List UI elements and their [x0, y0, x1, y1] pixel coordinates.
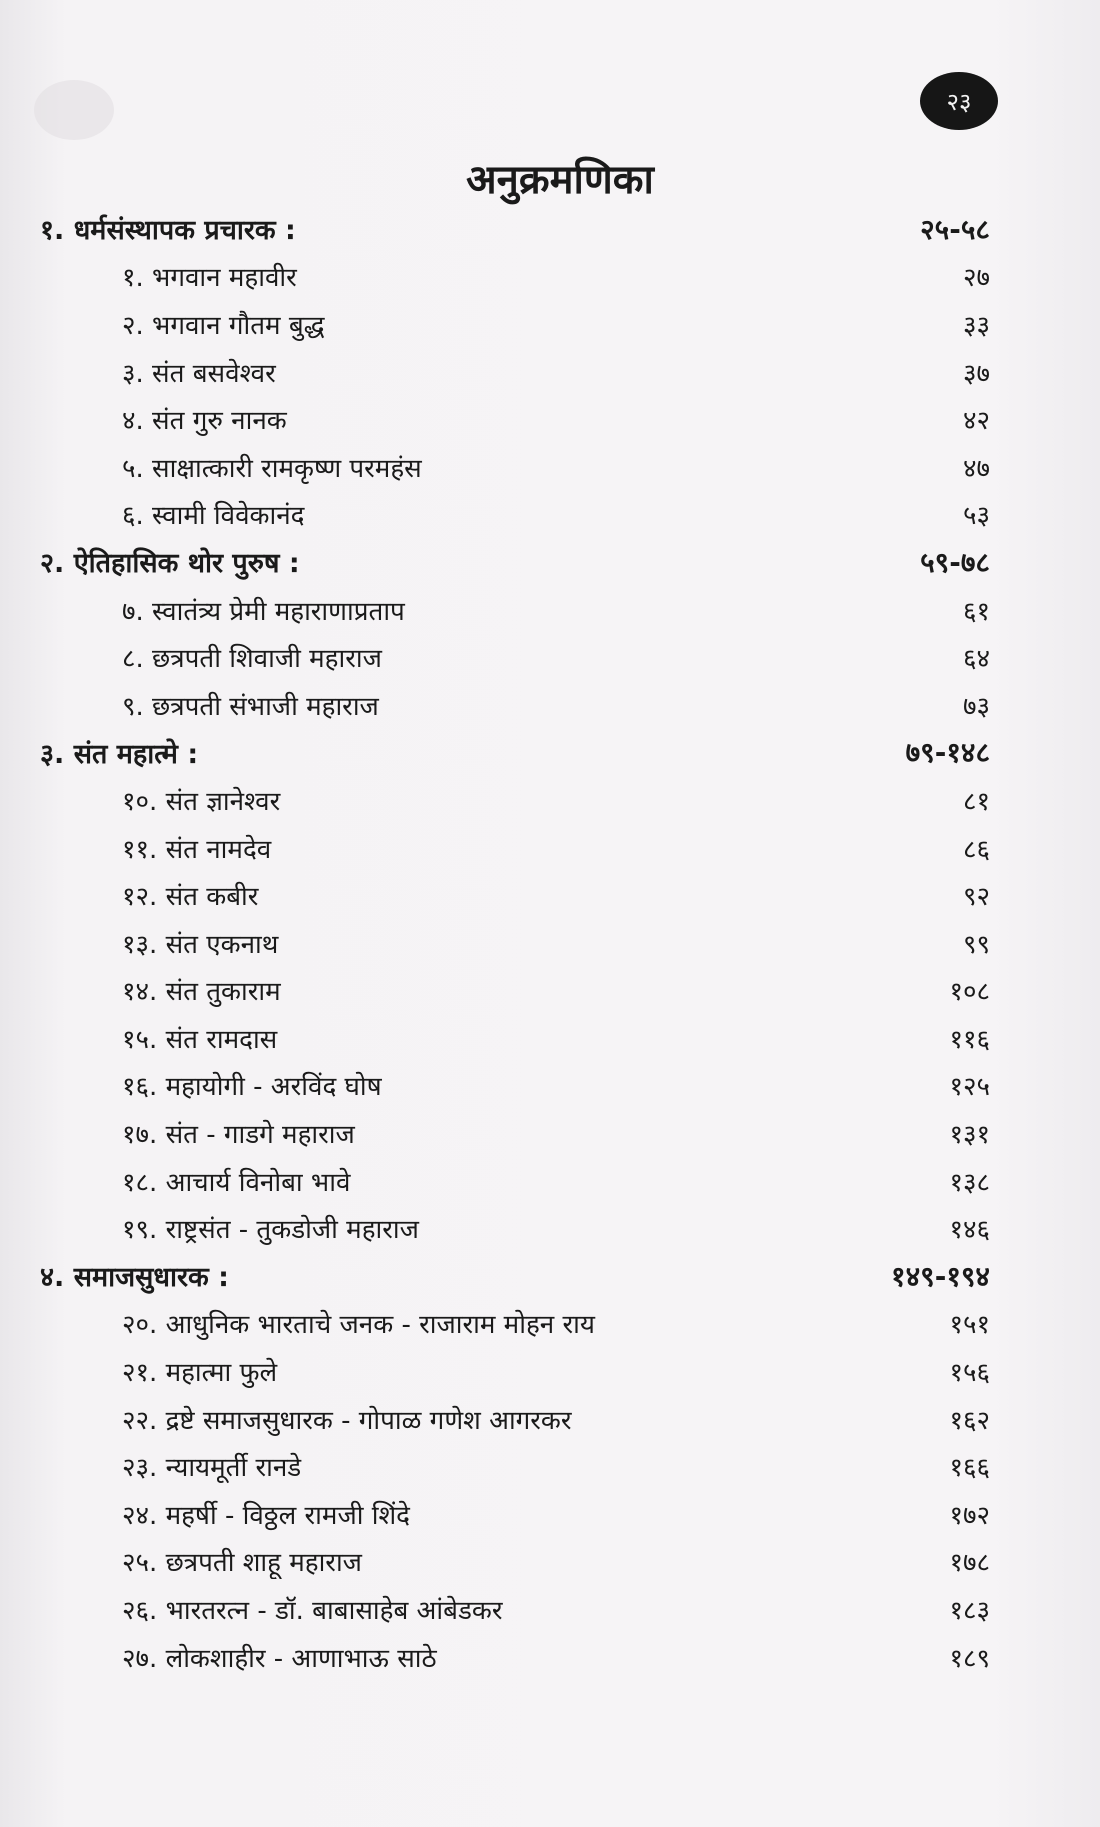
toc-entry [40, 586, 1000, 634]
chapter-page-number: १५१ [949, 1310, 990, 1341]
toc-entry [40, 1014, 1000, 1062]
toc-entry [40, 253, 1000, 301]
chapter-title: २६. भारतरत्न - डॉ. बाबासाहेब आंबेडकर [122, 1596, 503, 1627]
toc-entry [40, 348, 1000, 396]
chapter-title: २२. द्रष्टे समाजसुधारक - गोपाळ गणेश आगरकर [122, 1405, 572, 1436]
chapter-page-number: ७३ [962, 691, 990, 722]
chapter-title: २०. आधुनिक भारताचे जनक - राजाराम मोहन राय [122, 1310, 595, 1341]
chapter-page-number: ३७ [962, 358, 990, 389]
toc-entry [40, 1633, 1000, 1681]
chapter-page-number: १२५ [949, 1072, 990, 1103]
toc-entry [40, 824, 1000, 872]
chapter-title: ७. स्वातंत्र्य प्रेमी महाराणाप्रताप [122, 596, 405, 627]
toc-entry [40, 1157, 1000, 1205]
chapter-page-number: १७२ [949, 1500, 990, 1531]
toc-entry [40, 1395, 1000, 1443]
chapter-page-number: ५३ [962, 501, 990, 532]
chapter-title: १२. संत कबीर [122, 882, 259, 913]
chapter-title: २१. महात्मा फुले [122, 1358, 278, 1389]
chapter-title: २५. छत्रपती शाहू महाराज [122, 1548, 362, 1579]
chapter-page-number: ८१ [962, 786, 990, 817]
section-title: ४. समाजसुधारक : [40, 1262, 229, 1294]
chapter-page-number: १८३ [949, 1596, 990, 1627]
chapter-page-number: १५६ [949, 1358, 990, 1389]
chapter-page-number: १६६ [949, 1453, 990, 1484]
chapter-title: १९. राष्ट्रसंत - तुकडोजी महाराज [122, 1215, 419, 1246]
section-page-range: ५९-७८ [920, 545, 990, 579]
bleed-through-circle [34, 80, 114, 140]
section-page-range: १४९-१९४ [891, 1259, 990, 1293]
section-title: १. धर्मसंस्थापक प्रचारक : [40, 215, 296, 247]
chapter-title: २४. महर्षी - विठ्ठल रामजी शिंदे [122, 1500, 410, 1531]
chapter-title: १०. संत ज्ञानेश्वर [122, 786, 281, 817]
toc-entry [40, 1442, 1000, 1490]
toc-section-heading [40, 729, 1000, 777]
chapter-title: १५. संत रामदास [122, 1024, 278, 1055]
chapter-title: १४. संत तुकाराम [122, 977, 281, 1008]
section-page-range: ७९-१४८ [905, 736, 990, 770]
chapter-page-number: १७८ [949, 1548, 990, 1579]
chapter-title: ११. संत नामदेव [122, 834, 272, 865]
section-page-range: २५-५८ [920, 212, 990, 246]
chapter-page-number: ४२ [962, 406, 990, 437]
section-title: ३. संत महात्मे : [40, 738, 199, 770]
toc-entry [40, 1204, 1000, 1252]
chapter-page-number: ८६ [962, 834, 990, 865]
toc-entry [40, 1585, 1000, 1633]
toc-entry [40, 1109, 1000, 1157]
section-title: २. ऐतिहासिक थोर पुरुष : [40, 548, 300, 580]
chapter-title: २७. लोकशाहीर - आणाभाऊ साठे [122, 1643, 437, 1674]
chapter-page-number: १०८ [949, 977, 990, 1008]
toc-entry [40, 443, 1000, 491]
chapter-page-number: १४६ [949, 1215, 990, 1246]
chapter-title: १६. महायोगी - अरविंद घोष [122, 1072, 382, 1103]
chapter-page-number: १८९ [949, 1643, 990, 1674]
chapter-page-number: ९९ [962, 929, 990, 960]
chapter-title: ३. संत बसवेश्वर [122, 358, 276, 389]
toc-entry [40, 1538, 1000, 1586]
toc-entry [40, 1347, 1000, 1395]
toc-entry [40, 1062, 1000, 1110]
chapter-title: ६. स्वामी विवेकानंद [122, 501, 305, 532]
toc-entry [40, 300, 1000, 348]
toc-entry [40, 633, 1000, 681]
chapter-page-number: २७ [962, 263, 990, 294]
toc-entry [40, 395, 1000, 443]
chapter-page-number: ६४ [962, 644, 990, 675]
toc-entry [40, 1490, 1000, 1538]
chapter-title: २. भगवान गौतम बुद्ध [122, 310, 325, 341]
toc-entry [40, 871, 1000, 919]
toc-section-heading [40, 1252, 1000, 1300]
toc-entry [40, 491, 1000, 539]
toc-entry [40, 681, 1000, 729]
chapter-title: ५. साक्षात्कारी रामकृष्ण परमहंस [122, 453, 422, 484]
chapter-title: १७. संत - गाडगे महाराज [122, 1120, 355, 1151]
chapter-page-number: १३८ [949, 1167, 990, 1198]
chapter-title: १८. आचार्य विनोबा भावे [122, 1167, 351, 1198]
chapter-page-number: ९२ [962, 882, 990, 913]
chapter-title: ८. छत्रपती शिवाजी महाराज [122, 644, 382, 675]
chapter-title: २३. न्यायमूर्ती रानडे [122, 1453, 302, 1484]
chapter-page-number: ३३ [962, 310, 990, 341]
toc-section-heading [40, 538, 1000, 586]
chapter-title: १३. संत एकनाथ [122, 929, 279, 960]
page-number-badge: २३ [920, 72, 998, 130]
chapter-page-number: १६२ [949, 1405, 990, 1436]
chapter-title: १. भगवान महावीर [122, 263, 297, 294]
toc-section-heading [40, 205, 1000, 253]
chapter-title: ९. छत्रपती संभाजी महाराज [122, 691, 379, 722]
chapter-page-number: १३१ [949, 1120, 990, 1151]
page-title: अनुक्रमणिका [466, 157, 654, 203]
toc-entry [40, 776, 1000, 824]
chapter-page-number: ६१ [962, 596, 990, 627]
chapter-page-number: ११६ [949, 1024, 990, 1055]
chapter-page-number: ४७ [962, 453, 990, 484]
toc-entry [40, 1300, 1000, 1348]
toc-entry [40, 919, 1000, 967]
table-of-contents [40, 205, 1000, 1680]
toc-entry [40, 967, 1000, 1015]
chapter-title: ४. संत गुरु नानक [122, 406, 287, 437]
